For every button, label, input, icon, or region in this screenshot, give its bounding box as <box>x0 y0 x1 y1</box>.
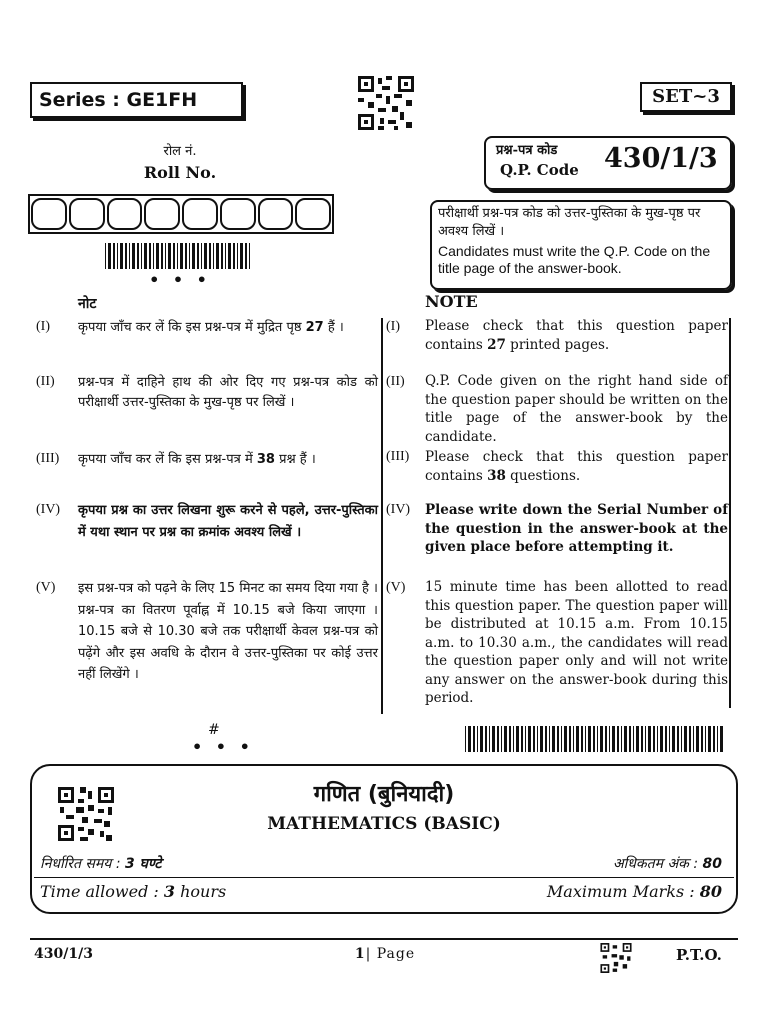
barcode-icon <box>465 726 723 752</box>
roll-number-cell[interactable] <box>182 198 218 230</box>
note-text: Please check that this question paper contains 27 printed pages. <box>425 318 728 353</box>
time-allowed: Time allowed : 3 hours <box>40 882 227 901</box>
subject-title: MATHEMATICS (BASIC) <box>267 814 501 834</box>
set-label: SET~3 <box>640 82 732 112</box>
divider <box>34 877 734 878</box>
qr-code-icon <box>358 76 414 130</box>
roll-number-cell[interactable] <box>220 198 256 230</box>
roll-number-label-hindi: रोल नं. <box>163 144 197 159</box>
note-text: Q.P. Code given on the right hand side of the question paper should be written on the title page of the answer-book by the candidate. <box>425 373 728 445</box>
barcode-icon <box>105 243 251 269</box>
note-heading: NOTE <box>425 292 478 311</box>
note-text-hindi: कृपया जाँच कर लें कि इस प्रश्न-पत्र में 38 प्रश्न हैं । <box>78 452 316 467</box>
note-text: Please check that this question paper contains 38 questions. <box>425 449 728 484</box>
note-number: (III) <box>386 449 410 464</box>
note-number: (I) <box>36 319 50 334</box>
separator-dots: • • • <box>149 270 211 289</box>
note-text: Please write down the Serial Number of the question in the answer-book at the given place before attempting it. <box>425 502 728 555</box>
roll-number-cell[interactable] <box>69 198 105 230</box>
roll-number-cell[interactable] <box>258 198 294 230</box>
qp-code-notice <box>430 200 732 290</box>
series-label: Series : GE1FH <box>30 82 243 118</box>
note-number: (IV) <box>386 502 411 517</box>
qp-code-label: Q.P. Code <box>500 161 579 179</box>
note-number: (IV) <box>36 502 61 517</box>
separator-dots: • • • <box>192 737 254 756</box>
qr-code-icon <box>600 943 632 973</box>
maximum-marks-hindi: अधिकतम अंक : 80 <box>612 856 722 872</box>
page-number: 1| Page <box>354 946 416 962</box>
time-allowed-hindi: निर्धारित समय : 3 घण्टे <box>40 856 162 872</box>
qr-code-icon <box>58 787 114 841</box>
roll-number-cell[interactable] <box>144 198 180 230</box>
subject-title-hindi: गणित (बुनियादी) <box>313 782 455 807</box>
note-text: 15 minute time has been allotted to read this question paper. The question paper will be distributed at 10.15 a.m. From 10.15 a.m. to 10.30 a.m., the candidates will read the question paper only and will not write any answer on the answer-book during this period. <box>425 579 728 706</box>
note-number: (II) <box>386 374 405 389</box>
note-text-hindi: प्रश्न-पत्र में दाहिने हाथ की ओर दिए गए प्रश्न-पत्र कोड को परीक्षार्थी उत्तर-पुस्तिका के मुख-पृष्ठ पर लिखें । <box>78 375 378 410</box>
notice-text-hindi: परीक्षार्थी प्रश्न-पत्र कोड को उत्तर-पुस्तिका के मुख-पृष्ठ पर अवश्य लिखें । <box>438 206 701 239</box>
roll-number-boxes <box>28 194 334 234</box>
note-number: (V) <box>386 580 406 595</box>
footer-divider <box>30 938 738 940</box>
qp-code-value: 430/1/3 <box>604 143 718 174</box>
column-divider <box>381 318 383 714</box>
notice-text: Candidates must write the Q.P. Code on the title page of the answer-book. <box>438 243 711 276</box>
roll-number-cell[interactable] <box>107 198 143 230</box>
note-number: (I) <box>386 319 400 334</box>
please-turn-over: P.T.O. <box>676 946 722 964</box>
note-number: (II) <box>36 374 55 389</box>
maximum-marks: Maximum Marks : 80 <box>546 882 722 901</box>
note-number: (III) <box>36 451 60 466</box>
hash-mark: # <box>208 722 220 738</box>
qp-code-label-hindi: प्रश्न-पत्र कोड <box>496 143 558 158</box>
footer-qp-code: 430/1/3 <box>34 946 93 962</box>
column-divider <box>729 318 731 708</box>
note-text-hindi: कृपया जाँच कर लें कि इस प्रश्न-पत्र में मुद्रित पृष्ठ 27 हैं । <box>78 320 344 335</box>
roll-number-label: Roll No. <box>143 163 217 182</box>
roll-number-cell[interactable] <box>31 198 67 230</box>
note-heading-hindi: नोट <box>78 296 97 312</box>
note-number: (V) <box>36 580 56 595</box>
note-text-hindi: कृपया प्रश्न का उत्तर लिखना शुरू करने से पहले, उत्तर-पुस्तिका में यथा स्थान पर प्रश्न का क्रमांक अवश्य लिखें । <box>78 503 378 540</box>
note-text-hindi: इस प्रश्न-पत्र को पढ़ने के लिए 15 मिनट का समय दिया गया है । प्रश्न-पत्र का वितरण पूर्वाह्न में 10.15 बजे किया जाएगा । 10.15 बजे से 10.30 बजे तक परीक्षार्थी केवल प्रश्न-पत्र को पढ़ेंगे और इस अवधि के दौरान वे उत्तर-पुस्तिका पर कोई उत्तर नहीं लिखेंगे । <box>78 581 378 682</box>
roll-number-cell[interactable] <box>295 198 331 230</box>
